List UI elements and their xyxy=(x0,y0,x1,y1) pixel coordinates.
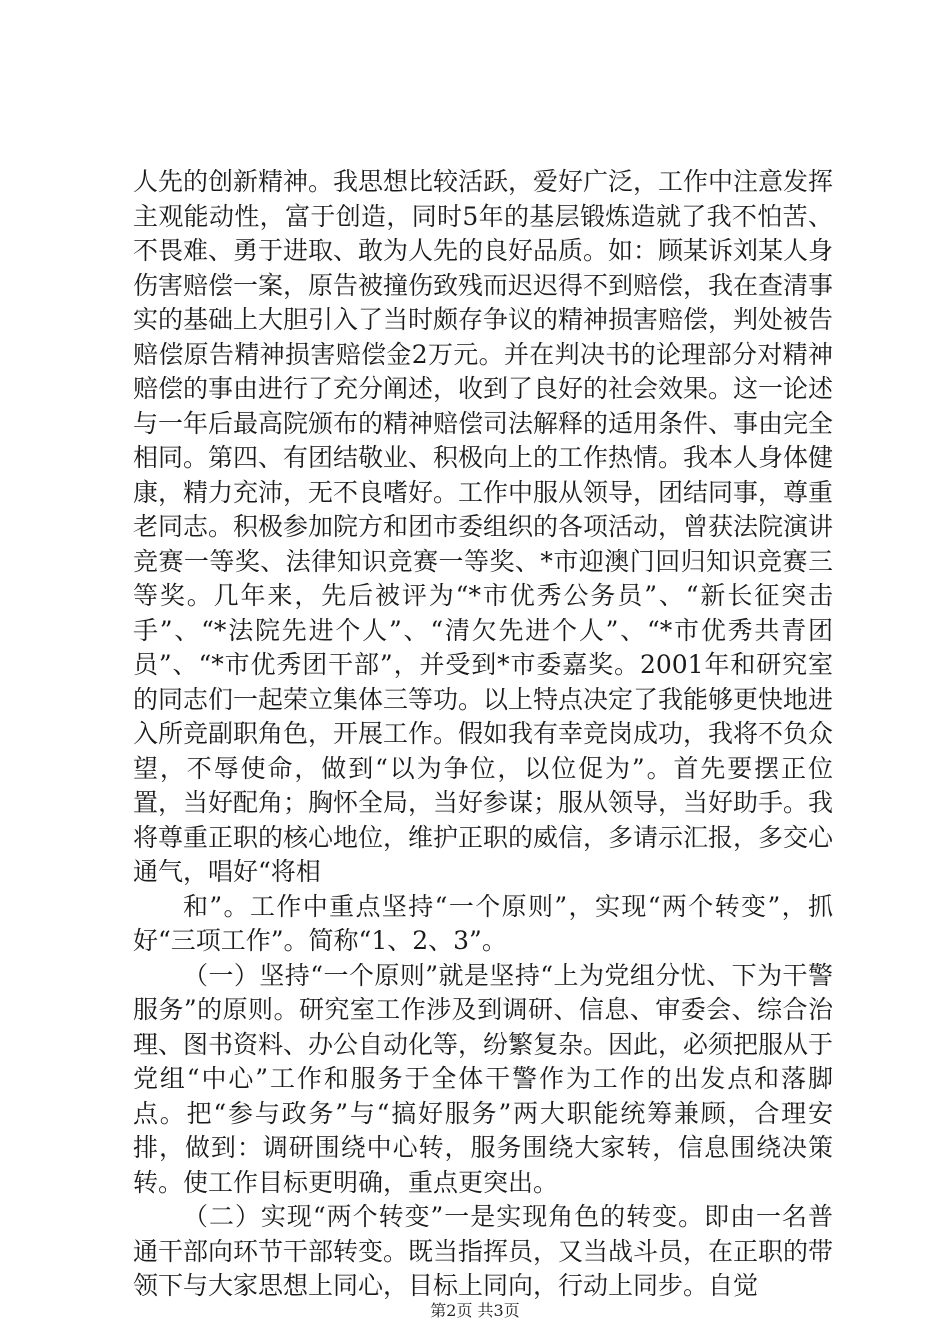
page-number: 第2页 共3页 xyxy=(430,1301,520,1320)
paragraph-summary: 和”。工作中重点坚持“一个原则”，实现“两个转变”，抓好“三项工作”。简称“1、2、3”。 xyxy=(133,891,833,955)
document-body xyxy=(133,165,833,1304)
paragraph-principle: （一）坚持“一个原则”就是坚持“上为党组分忧、下为干警服务”的原则。研究室工作涉及到调研、信息、审委会、综合治理、图书资料、办公自动化等，纷繁复杂。因此，必须把服从于党组“中心”工作和服务于全体干警作为工作的出发点和落脚点。把“参与政务”与“搞好服务”两大职能统筹兼顾，合理安排，做到：调研围绕中心转，服务围绕大家转，信息围绕决策转。使工作目标更明确，重点更突出。 xyxy=(133,960,834,1197)
paragraph-transformation: （二）实现“两个转变”一是实现角色的转变。即由一名普通干部向环节干部转变。既当指挥员，又当战斗员，在正职的带领下与大家思想上同心，目标上同向，行动上同步。自觉 xyxy=(133,1202,834,1300)
paragraph-continuation: 人先的创新精神。我思想比较活跃，爱好广泛，工作中注意发挥主观能动性，富于创造，同时5年的基层锻炼造就了我不怕苦、不畏难、勇于进取、敢为人先的良好品质。如：顾某诉刘某人身伤害赔偿一案，原告被撞伤致残而迟迟得不到赔偿，我在查清事实的基础上大胆引入了当时颇存争议的精神损害赔偿，判处被告赔偿原告精神损害赔偿金2万元。并在判决书的论理部分对精神赔偿的事由进行了充分阐述，收到了良好的社会效果。这一论述与一年后最高院颁布的精神赔偿司法解释的适用条件、事由完全相同。第四、有团结敬业、积极向上的工作热情。我本人身体健康，精力充沛，无不良嗜好。工作中服从领导，团结同事，尊重老同志。积极参加院方和团市委组织的各项活动，曾获法院演讲竞赛一等奖、法律知识竞赛一等奖、*市迎澳门回归知识竞赛三等奖。几年来，先后被评为“*市优秀公务员”、“新长征突击手”、“*法院先进个人”、“清欠先进个人”、“*市优秀共青团员”、“*市优秀团干部”，并受到*市委嘉奖。2001年和研究室的同志们一起荣立集体三等功。以上特点决定了我能够更快地进入所竞副职角色，开展工作。假如我有幸竞岗成功，我将不负众望，不辱使命，做到“以为争位，以位促为”。首先要摆正位置，当好配角；胸怀全局，当好参谋；服从领导，当好助手。我将尊重正职的核心地位，维护正职的威信，多请示汇报，多交心通气，唱好“将相 xyxy=(133,167,834,886)
page-footer xyxy=(0,1298,950,1321)
